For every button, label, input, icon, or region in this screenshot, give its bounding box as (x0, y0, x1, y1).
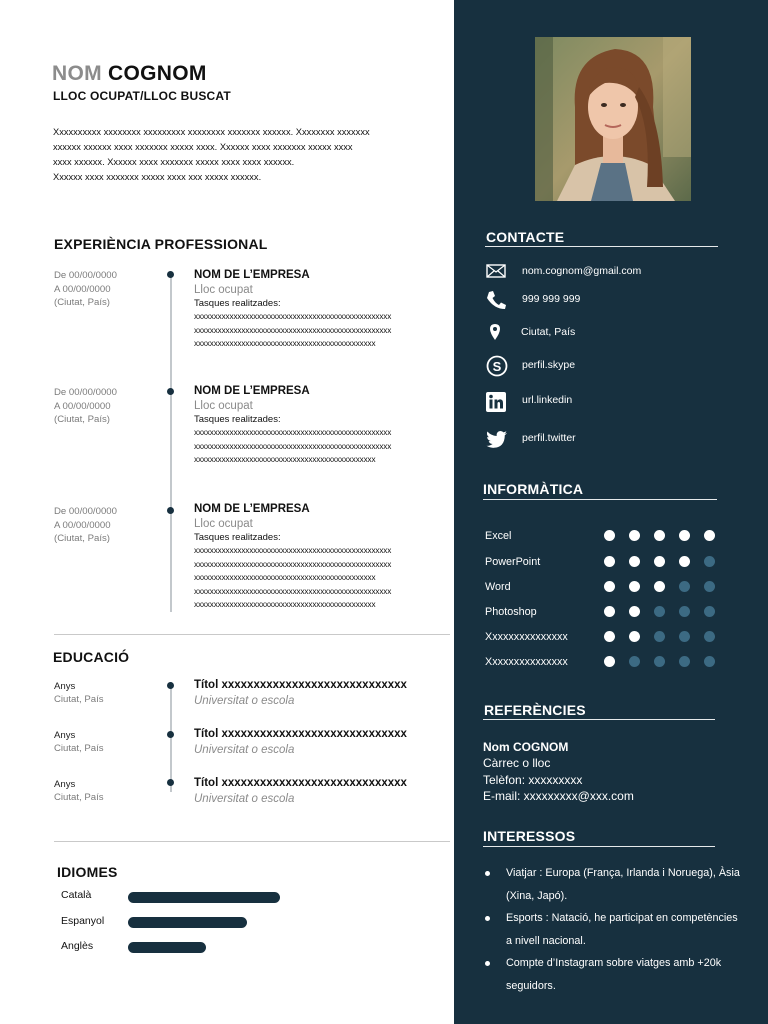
section-rule (483, 846, 715, 847)
sidebar (454, 0, 768, 1024)
skill-dot-filled (679, 530, 690, 541)
skill-dot-empty (704, 556, 715, 567)
skill-dot-filled (604, 606, 615, 617)
tasks-text (194, 544, 434, 612)
experience-item (194, 502, 434, 612)
degree-title: Títol xxxxxxxxxxxxxxxxxxxxxxxxxxxxx (194, 777, 407, 789)
skill-dot-filled (604, 530, 615, 541)
contact-email[interactable] (485, 261, 745, 283)
language-level-bar (128, 942, 206, 953)
skill-dot-filled (679, 556, 690, 567)
education-item (194, 775, 444, 807)
section-rule (483, 719, 715, 720)
skill-rating (604, 606, 724, 618)
school-name: Universitat o escola (194, 695, 295, 707)
skill-dot-filled (654, 556, 665, 567)
company-name: NOM DE L’EMPRESA (194, 503, 310, 515)
tasks-label: Tasques realitzades: (194, 532, 281, 543)
education-years: Anys (54, 730, 76, 741)
skill-name: PowerPoint (485, 556, 541, 568)
experience-item (194, 268, 434, 351)
skill-name: Photoshop (485, 606, 537, 618)
experience-dates (54, 269, 117, 310)
tasks-line: xxxxxxxxxxxxxxxxxxxxxxxxxxxxxxxxxxxxxxxxxxxxxxxxxx (194, 441, 392, 451)
reference-phone: Telèfon: xxxxxxxxx (483, 772, 583, 787)
skill-rating (604, 556, 724, 568)
skill-name: Word (485, 581, 511, 593)
job-role: Lloc ocupat (194, 400, 253, 412)
skill-dot-empty (704, 606, 715, 617)
tasks-line: xxxxxxxxxxxxxxxxxxxxxxxxxxxxxxxxxxxxxxxxxxxxxxxxxx (194, 428, 392, 437)
reference-position: Càrrec o lloc (483, 756, 551, 771)
contact-email-text: nom.cognom@gmail.com (522, 265, 642, 277)
skill-dot-filled (629, 581, 640, 592)
skill-dot-empty (704, 656, 715, 667)
tasks-line: xxxxxxxxxxxxxxxxxxxxxxxxxxxxxxxxxxxxxxxxxxxxxxxxxx (194, 325, 392, 335)
timeline-dot (167, 731, 174, 738)
tasks-line: xxxxxxxxxxxxxxxxxxxxxxxxxxxxxxxxxxxxxxxxxxxxxxxxxx (194, 586, 392, 596)
timeline-dot (167, 682, 174, 689)
skill-dot-empty (654, 631, 665, 642)
job-location: (Ciutat, País) (54, 297, 110, 308)
education-place: Ciutat, País (54, 694, 104, 705)
job-location: (Ciutat, País) (54, 414, 110, 425)
job-role: Lloc ocupat (194, 518, 253, 530)
skill-name: Xxxxxxxxxxxxxxx (485, 656, 568, 668)
skills-section-title: INFORMÀTICA (483, 481, 584, 497)
section-divider (54, 841, 450, 842)
tasks-text (194, 310, 434, 351)
timeline-dot (167, 507, 174, 514)
skill-rating (604, 631, 724, 643)
references-section-title: REFERÈNCIES (484, 702, 586, 718)
skill-dot-empty (679, 606, 690, 617)
skill-dot-filled (704, 530, 715, 541)
degree-title: Títol xxxxxxxxxxxxxxxxxxxxxxxxxxxxx (194, 728, 407, 740)
first-name: NOM (52, 62, 102, 85)
date-to: A 00/00/0000 (54, 283, 111, 295)
skill-dot-filled (604, 556, 615, 567)
reference-email: E-mail: xxxxxxxxx@xxx.com (483, 788, 634, 803)
tasks-line: xxxxxxxxxxxxxxxxxxxxxxxxxxxxxxxxxxxxxxxxxxxxxx (194, 573, 376, 582)
school-name: Universitat o escola (194, 793, 295, 805)
language-level-bar (128, 917, 247, 928)
envelope-icon (485, 261, 509, 283)
contact-twitter-text: perfil.twitter (522, 432, 576, 444)
interest-item: Compte d’Instagram sobre viatges amb +20k seguidors. (485, 952, 745, 997)
summary-line: xxxx xxxxxx. Xxxxxx xxxx xxxxxxx xxxxx xxxx xxxx xxxxxx. (53, 157, 295, 167)
school-name: Universitat o escola (194, 744, 295, 756)
education-section-title: EDUCACIÓ (53, 649, 130, 665)
profile-summary (53, 125, 438, 185)
last-name: COGNOM (108, 62, 207, 85)
interest-item: Esports : Natació, he participat en competències a nivell nacional. (485, 907, 745, 952)
experience-timeline (170, 272, 172, 612)
job-role: Lloc ocupat (194, 284, 253, 296)
job-title: LLOC OCUPAT/LLOC BUSCAT (53, 89, 231, 103)
education-place: Ciutat, País (54, 743, 104, 754)
profile-photo (535, 37, 691, 201)
skill-dot-empty (629, 656, 640, 667)
education-when (54, 778, 104, 804)
full-name (52, 62, 207, 86)
skill-rating (604, 530, 724, 542)
job-location: (Ciutat, País) (54, 533, 110, 544)
phone-icon (485, 289, 509, 311)
skill-dot-filled (604, 656, 615, 667)
contact-section-title: CONTACTE (486, 229, 565, 245)
tasks-line: xxxxxxxxxxxxxxxxxxxxxxxxxxxxxxxxxxxxxxxxxxxxxxxxxx (194, 559, 392, 569)
contact-phone-text: 999 999 999 (522, 293, 581, 305)
education-item (194, 726, 444, 758)
skill-dot-filled (629, 530, 640, 541)
tasks-line: xxxxxxxxxxxxxxxxxxxxxxxxxxxxxxxxxxxxxxxxxxxxxx (194, 339, 376, 348)
date-to: A 00/00/0000 (54, 400, 111, 412)
experience-dates (54, 386, 117, 427)
company-name: NOM DE L’EMPRESA (194, 385, 310, 397)
skill-dot-filled (604, 631, 615, 642)
skill-dot-filled (629, 606, 640, 617)
section-rule (485, 246, 718, 247)
skill-dot-empty (654, 656, 665, 667)
languages-section-title: IDIOMES (57, 864, 118, 880)
skill-name: Xxxxxxxxxxxxxxx (485, 631, 568, 643)
section-rule (483, 499, 717, 500)
timeline-dot (167, 271, 174, 278)
linkedin-icon (485, 391, 509, 413)
section-divider (54, 634, 450, 635)
language-name: Espanyol (61, 915, 105, 927)
skill-dot-empty (679, 656, 690, 667)
contact-skype[interactable] (485, 354, 745, 376)
tasks-line: xxxxxxxxxxxxxxxxxxxxxxxxxxxxxxxxxxxxxxxxxxxxxx (194, 455, 376, 464)
skill-rating (604, 581, 724, 593)
reference-block (483, 739, 634, 804)
contact-phone[interactable] (485, 289, 745, 311)
contact-skype-text: perfil.skype (522, 359, 576, 371)
skill-dot-filled (629, 556, 640, 567)
skill-dot-filled (629, 631, 640, 642)
education-years: Anys (54, 681, 76, 692)
date-from: De 00/00/0000 (54, 506, 117, 517)
reference-name: Nom COGNOM (483, 740, 569, 754)
skill-dot-empty (679, 631, 690, 642)
timeline-dot (167, 388, 174, 395)
timeline-dot (167, 779, 174, 786)
experience-item (194, 384, 434, 467)
degree-title: Títol xxxxxxxxxxxxxxxxxxxxxxxxxxxxx (194, 679, 407, 691)
language-name: Anglès (61, 940, 94, 952)
education-item (194, 677, 444, 709)
date-from: De 00/00/0000 (54, 387, 117, 398)
contact-linkedin[interactable] (485, 391, 745, 413)
summary-line: Xxxxxx xxxx xxxxxxx xxxxx xxxx xxx xxxxx xxxxxx. (53, 172, 262, 182)
education-years: Anys (54, 779, 76, 790)
education-place: Ciutat, País (54, 792, 104, 803)
company-name: NOM DE L’EMPRESA (194, 269, 310, 281)
summary-line: Xxxxxxxxxx xxxxxxxx xxxxxxxxx xxxxxxxx xxxxxxx xxxxxx. Xxxxxxxx xxxxxxx (53, 127, 370, 137)
language-level-bar (128, 892, 280, 903)
contact-linkedin-text: url.linkedin (522, 394, 573, 406)
skype-icon (485, 354, 509, 376)
experience-dates (54, 505, 117, 546)
skill-dot-empty (654, 606, 665, 617)
date-to: A 00/00/0000 (54, 519, 111, 531)
tasks-label: Tasques realitzades: (194, 414, 281, 425)
contact-location-text: Ciutat, País (521, 326, 576, 338)
skill-dot-filled (654, 581, 665, 592)
experience-section-title: EXPERIÈNCIA PROFESSIONAL (54, 236, 268, 252)
interest-item: Viatjar : Europa (França, Irlanda i Noruega), Àsia (Xina, Japó). (485, 862, 745, 907)
tasks-line: xxxxxxxxxxxxxxxxxxxxxxxxxxxxxxxxxxxxxxxxxxxxxxxxxx (194, 546, 392, 555)
tasks-label: Tasques realitzades: (194, 298, 281, 309)
skill-dot-empty (704, 631, 715, 642)
skill-dot-empty (704, 581, 715, 592)
location-pin-icon (485, 322, 509, 344)
tasks-line: xxxxxxxxxxxxxxxxxxxxxxxxxxxxxxxxxxxxxxxxxxxxxx (194, 600, 376, 609)
skill-name: Excel (485, 530, 512, 542)
interests-list (485, 862, 745, 998)
education-when (54, 680, 104, 706)
skill-rating (604, 656, 724, 668)
skill-dot-filled (654, 530, 665, 541)
contact-twitter[interactable] (485, 429, 745, 451)
date-from: De 00/00/0000 (54, 270, 117, 281)
tasks-line: xxxxxxxxxxxxxxxxxxxxxxxxxxxxxxxxxxxxxxxxxxxxxxxxxx (194, 312, 392, 321)
skill-dot-empty (679, 581, 690, 592)
twitter-icon (485, 429, 509, 451)
language-name: Català (61, 889, 92, 901)
interests-section-title: INTERESSOS (483, 828, 576, 844)
skill-dot-filled (604, 581, 615, 592)
education-when (54, 729, 104, 755)
contact-location (485, 322, 745, 344)
summary-line: xxxxxx xxxxxx xxxx xxxxxxx xxxxx xxxx. Xxxxxx xxxx xxxxxxx xxxxx xxxx (53, 142, 353, 152)
tasks-text (194, 426, 434, 467)
svg-text:S: S (492, 359, 502, 374)
